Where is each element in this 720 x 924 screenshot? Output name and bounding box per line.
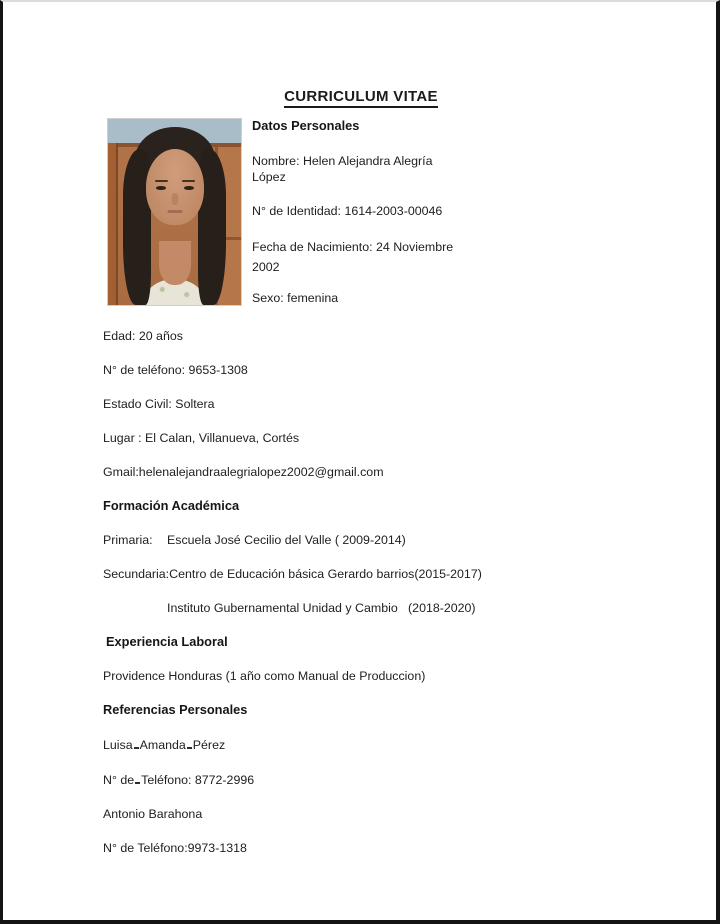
photo-doorframe-left [108, 143, 118, 305]
education-school: Escuela José Cecilio del Valle ( 2009-2014) [167, 533, 406, 547]
reference-1-name [103, 736, 619, 753]
fecha-line2: 2002 [252, 260, 280, 274]
photo-mouth [167, 210, 182, 213]
photo-face [146, 149, 204, 225]
personal-data-column [252, 118, 464, 324]
experience-entry: Providence Honduras (1 año como Manual de Produccion) [103, 669, 426, 683]
reference-1-phone-part: N° de [103, 773, 135, 787]
education-row-instituto [103, 600, 619, 616]
reference-1-name-part: Amanda [139, 738, 186, 752]
space-mark [135, 771, 140, 784]
field-estado-civil: Estado Civil: Soltera [103, 397, 215, 411]
photo-neck [159, 241, 191, 285]
education-row-secundaria [103, 566, 619, 582]
education-row-primaria [103, 532, 619, 548]
education-level-label: Secundaria: [103, 567, 170, 581]
fecha-line1: Fecha de Nacimiento: 24 Noviembre [252, 240, 454, 254]
section-heading-experiencia-laboral: Experiencia Laboral [106, 634, 228, 649]
photo-hair-right [198, 149, 226, 305]
space-mark [187, 736, 192, 749]
photo-eye-left [156, 186, 166, 190]
section-heading-referencias-personales: Referencias Personales [103, 702, 248, 717]
field-telefono: N° de teléfono: 9653-1308 [103, 363, 248, 377]
reference-2-name: Antonio Barahona [103, 807, 203, 821]
reference-1-name-part: Pérez [192, 738, 226, 752]
page-title [103, 88, 619, 106]
reference-1-phone [103, 771, 619, 788]
education-level-label: Primaria: [103, 533, 153, 547]
education-school: Centro de Educación básica Gerardo barrios(2015-2017) [169, 567, 482, 581]
field-gmail: Gmail:helenalejandraalegrialopez2002@gmail.com [103, 465, 384, 479]
page-title-text: CURRICULUM VITAE [284, 88, 438, 108]
cv-content [3, 2, 716, 856]
personal-data-row [103, 118, 619, 324]
field-fecha-nacimiento [252, 237, 464, 277]
field-identidad: N° de Identidad: 1614-2003-00046 [252, 204, 443, 218]
photo-eye-right [184, 186, 194, 190]
reference-2-phone: N° de Teléfono:9973-1318 [103, 841, 247, 855]
photo-nose [171, 193, 178, 205]
section-heading-datos-personales: Datos Personales [252, 118, 360, 133]
field-edad: Edad: 20 años [103, 329, 183, 343]
photo-eyebrow-left [155, 180, 168, 182]
field-lugar: Lugar : El Calan, Villanueva, Cortés [103, 431, 300, 445]
portrait-photo [107, 118, 242, 306]
section-heading-formacion-academica: Formación Académica [103, 498, 240, 513]
field-nombre: Nombre: Helen Alejandra Alegría López [252, 154, 433, 184]
field-sexo: Sexo: femenina [252, 291, 339, 305]
space-mark [134, 736, 139, 749]
reference-1-name-part: Luisa [103, 738, 133, 752]
education-level-label [103, 600, 167, 616]
education-school: Instituto Gubernamental Unidad y Cambio (2018-2020) [167, 601, 476, 615]
reference-1-phone-part: Teléfono: 8772-2996 [141, 773, 255, 787]
photo-eyebrow-right [182, 180, 195, 182]
